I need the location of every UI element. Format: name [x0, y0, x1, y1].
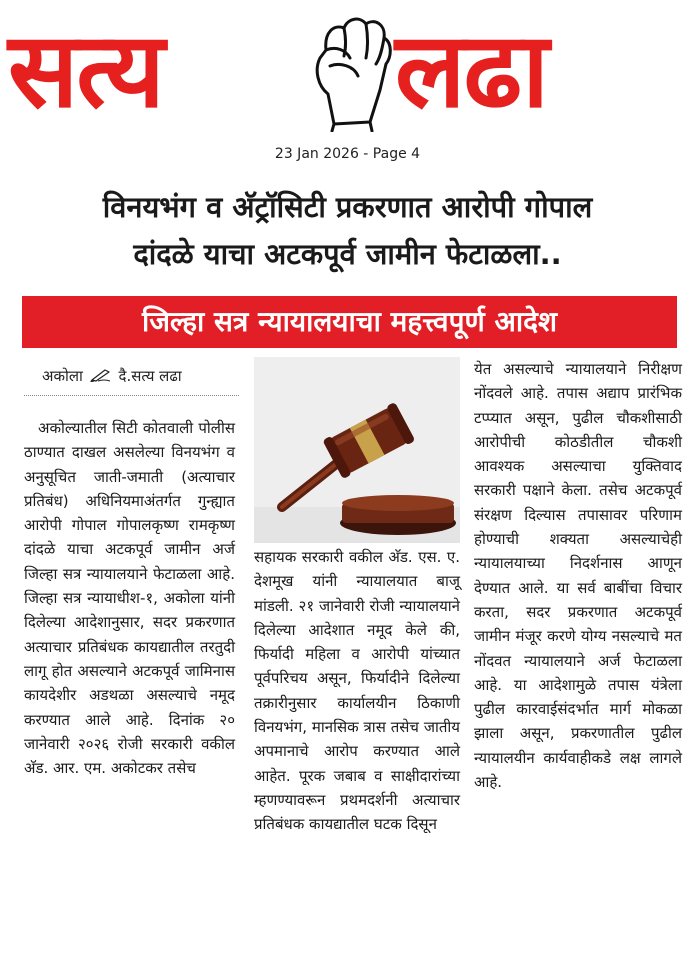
subheadline-banner: जिल्हा सत्र न्यायालयाचा महत्त्वपूर्ण आदेश: [22, 296, 677, 348]
byline-divider: [24, 395, 239, 396]
masthead-title-right: लढा: [395, 9, 548, 131]
article-column-1: अकोल्यातील सिटी कोतवाली पोलीस ठाण्यात दाखल असलेल्या विनयभंग व अनुसूचित जाती-जमाती (अत्याचार प्रतिबंध) अधिनियमाअंतर्गत गुन्ह्यात आरोपी गोपाल गोपालकृष्ण रामकृष्ण दांदळे याचा अटकपूर्व जामीन अर्ज जिल्हा सत्र न्यायालयाने फेटाळला आहे. जिल्हा सत्र न्यायाधीश-१, अकोला यांनी दिलेल्या आदेशानुसार, सदर प्रकरणात अत्याचार प्रतिबंधक कायद्यातील तरतुदी लागू होत असल्याने अटकपूर्व जामिनास कायदेशीर अडथळा असल्याचे नमूद करण्यात आले आहे. दिनांक २० जानेवारी २०२६ रोजी सरकारी वकील अ‍ॅड. आर. एम. अकोटकर तसेच: [24, 419, 235, 778]
byline-place: अकोला: [42, 367, 83, 385]
masthead: [0, 0, 695, 140]
article-column-3: येत असल्याचे न्यायालयाने निरीक्षण नोंदवले आहे. तपास अद्याप प्रारंभिक टप्प्यात असून, पुढील चौकशीसाठी आरोपीची कोठडीतील चौकशी आवश्यक असल्याचा युक्तिवाद सरकारी पक्षाने केला. तसेच अटकपूर्व संरक्षण दिल्यास तपासावर परिणाम होण्याची शक्यता असल्याचेही न्यायालयाच्या निदर्शनास आणून देण्यात आले. या सर्व बाबींचा विचार करता, सदर प्रकरणात अटकपूर्व जामीन मंजूर करणे योग्य नसल्याचे मत नोंदवत न्यायालयाने अर्ज फेटाळला आहे. या आदेशामुळे तपास यंत्रेला पुढील कारवाईसंदर्भात मार्ग मोकळा झाला असून, प्रकरणातील पुढील न्यायालयीन कार्यवाहीकडे लक्ष लागले आहे.: [474, 360, 682, 792]
headline: [10, 184, 685, 278]
dateline: 23 Jan 2026 - Page 4: [274, 146, 421, 162]
headline-line-1: विनयभंग व अ‍ॅट्रॉसिटी प्रकरणात आरोपी गोपाल: [102, 190, 593, 224]
masthead-title-left: सत्य: [8, 9, 163, 131]
gavel-photo: [254, 357, 460, 543]
byline-source: दै.सत्य लढा: [118, 367, 182, 385]
pen-icon: [90, 368, 112, 382]
article-column-2: सहायक सरकारी वकील अ‍ॅड. एस. ए. देशमूख यांनी न्यायालयात बाजू मांडली. २१ जानेवारी रोजी न्यायालयाने दिलेल्या आदेशात नमूद केले की, फिर्यादी महिला व आरोपी यांच्यात पूर्वपरिचय असून, फिर्यादीने दिलेल्या तक्रारीनुसार कार्यालयीन ठिकाणी विनयभंग, मानसिक त्रास तसेच जातीय अपमानाचे आरोप करण्यात आले आहेत. पूरक जबाब व साक्षीदारांच्या म्हणण्यावरून प्रथमदर्शनी अत्याचार प्रतिबंधक कायद्यातील घटक दिसून: [254, 548, 460, 834]
byline: [42, 366, 182, 386]
gavel-icon: [254, 357, 460, 543]
headline-line-2: दांदळे याचा अटकपूर्व जामीन फेटाळला..: [133, 237, 562, 271]
raised-fist-icon: [300, 10, 396, 132]
